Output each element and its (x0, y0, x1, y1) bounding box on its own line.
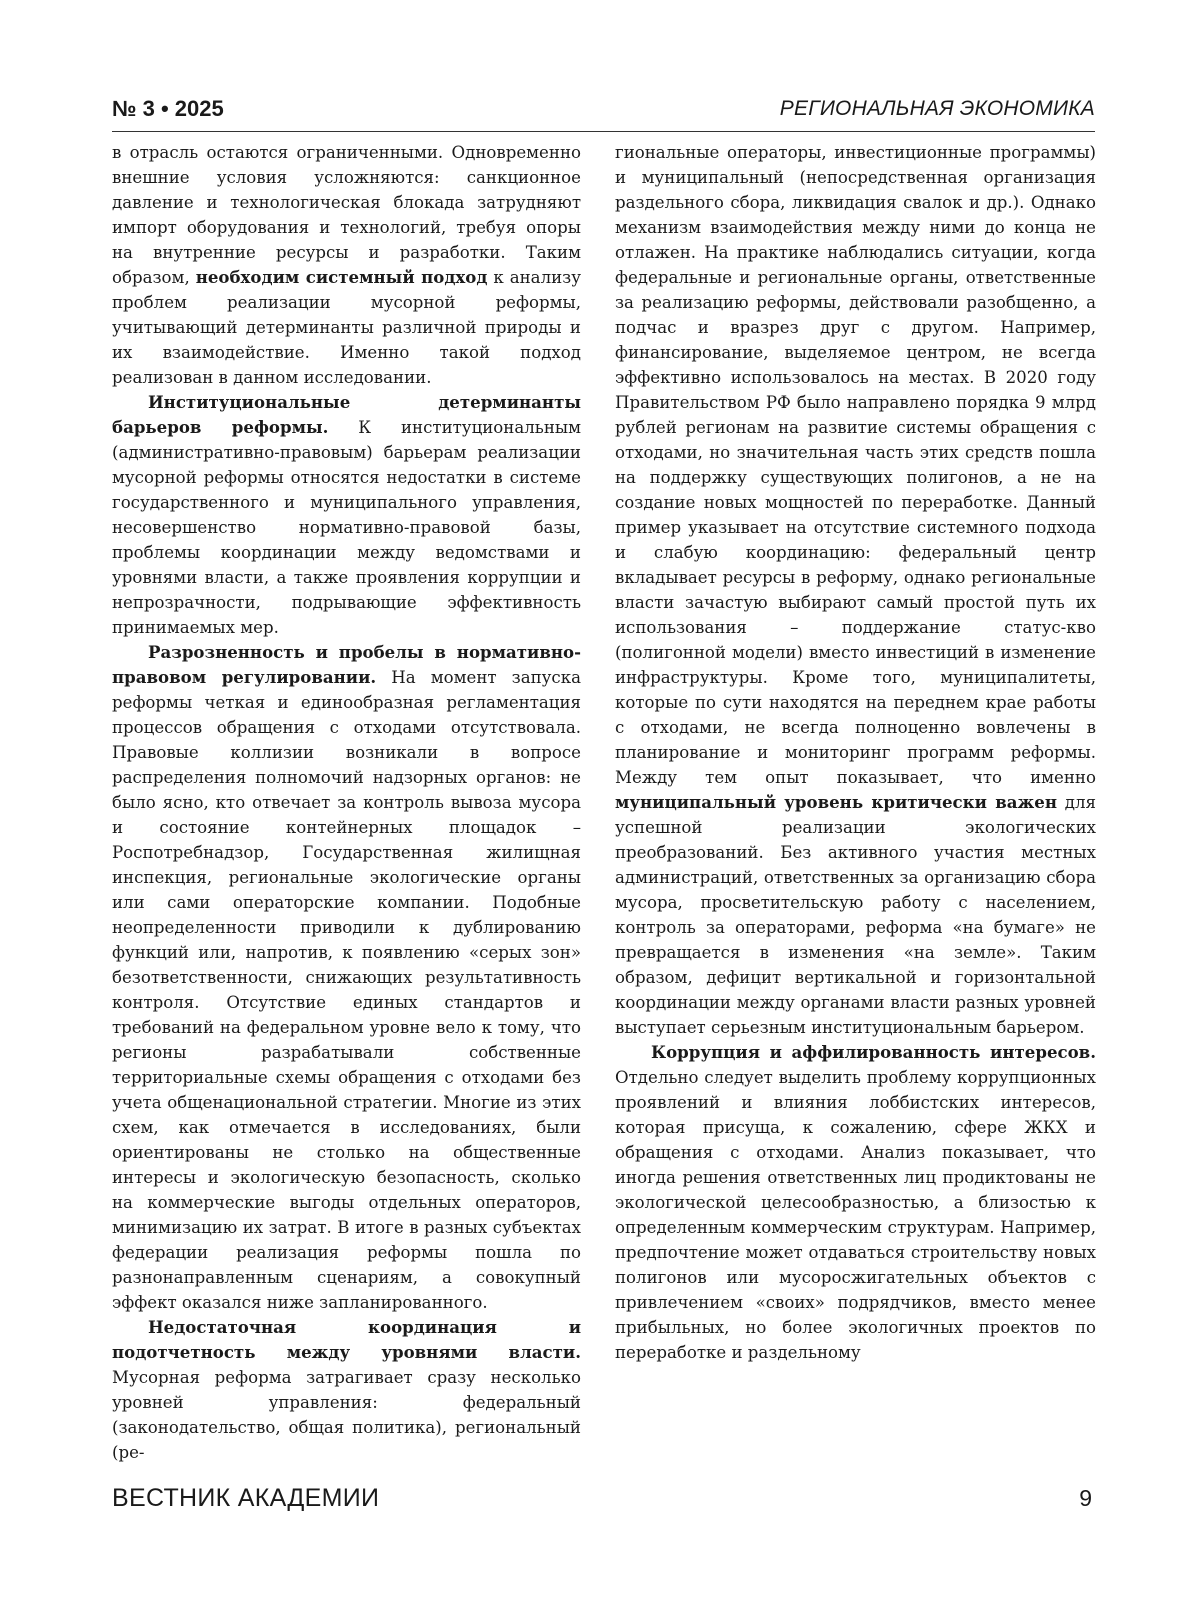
right-column (615, 140, 1096, 1365)
subheading-institutional: Институциональные детерминанты барьеров реформы. (112, 392, 581, 437)
section-title: РЕГИОНАЛЬНАЯ ЭКОНОМИКА (779, 97, 1095, 120)
issue-number: № 3 • 2025 (112, 96, 224, 121)
paragraph: Институциональные детерминанты барьеров реформы. К институциональным (административно-правовым) барьерам реализации мусорной реформы относятся недостатки в системе государственного и муниципального управления, несовершенство нормативно-правовой базы, проблемы координации между ведомствами и уровнями власти, а также проявления коррупции и непрозрачности, подрывающие эффективность принимаемых мер. (112, 392, 581, 637)
journal-title: ВЕСТНИК АКАДЕМИИ (112, 1484, 380, 1512)
running-header (112, 95, 1095, 132)
bold-phrase: муниципальный уровень критически важен (615, 792, 1057, 812)
subheading-coordination: Недостаточная координация и подотчетность между уровнями власти. (112, 1317, 581, 1362)
paragraph: Коррупция и аффилированность интересов. Отдельно следует выделить проблему коррупционных проявлений и влияния лоббистских интересов, которая присуща, к сожалению, сфере ЖКХ и обращения с отходами. Анализ показывает, что иногда решения ответственных лиц продиктованы не экологической целесообразностью, а близостью к определенным коммерческим структурам. Например, предпочтение может отдаваться строительству новых полигонов или мусоросжигательных объектов с привлечением «своих» подрядчиков, вместо менее прибыльных, но более экологичных проектов по переработке и раздельному (615, 1042, 1096, 1362)
bold-phrase: необходим системный подход (195, 267, 488, 287)
subheading-corruption: Коррупция и аффилированность интересов. (651, 1042, 1096, 1062)
paragraph: Разрозненность и пробелы в нормативно-правовом регулировании. На момент запуска реформы четкая и единообразная регламентация процессов обращения с отходами отсутствовала. Правовые коллизии возникали в вопросе распределения полномочий надзорных органов: не было ясно, кто отвечает за контроль вывоза мусора и состояние контейнерных площадок – Роспотребнадзор, Государственная жилищная инспекция, региональные экологические органы или сами операторские компании. Подобные неопределенности приводили к дублированию функций или, напротив, к появлению «серых зон» безответственности, снижающих результативность контроля. Отсутствие единых стандартов и требований на федеральном уровне вело к тому, что регионы разрабатывали собственные территориальные схемы обращения с отходами без учета общенациональной стратегии. Многие из этих схем, как отмечается в исследованиях, были ориентированы не столько на общественные интересы и экологическую безопасность, сколько на коммерческие выгоды отдельных операторов, минимизацию их затрат. В итоге в разных субъектах федерации реализация реформы пошла по разнонаправленным сценариям, а совокупный эффект оказался ниже запланированного. (112, 642, 581, 1312)
subheading-regulation-gaps: Разрозненность и пробелы в нормативно-правовом регулировании. (112, 642, 581, 687)
page-number: 9 (1079, 1485, 1092, 1511)
paragraph: в отрасль остаются ограниченными. Одновременно внешние условия усложняются: санкционное давление и технологическая блокада затрудняют импорт оборудования и технологий, требуя опоры на внутренние ресурсы и разработки. Таким образом, необходим системный подход к анализу проблем реализации мусорной реформы, учитывающий детерминанты различной природы и их взаимодействие. Именно такой подход реализован в данном исследовании. (112, 143, 581, 387)
left-column (112, 140, 581, 1465)
paragraph: гиональные операторы, инвестиционные программы) и муниципальный (непосредственная организация раздельного сбора, ликвидация свалок и др.). Однако механизм взаимодействия между ними до конца не отлажен. На практике наблюдались ситуации, когда федеральные и региональные органы, ответственные за реализацию реформы, действовали разобщенно, а подчас и вразрез друг с другом. Например, финансирование, выделяемое центром, не всегда эффективно использовалось на местах. В 2020 году Правительством РФ было направлено порядка 9 млрд рублей регионам на развитие системы обращения с отходами, но значительная часть этих средств пошла на поддержку существующих полигонов, а не на создание новых мощностей по переработке. Данный пример указывает на отсутствие системного подхода и слабую координацию: федеральный центр вкладывает ресурсы в реформу, однако региональные власти зачастую выбирают самый простой путь их использования – поддержание статус-кво (полигонной модели) вместо инвестиций в изменение инфраструктуры. Кроме того, муниципалитеты, которые по сути находятся на переднем крае работы с отходами, не всегда полноценно вовлечены в планирование и мониторинг программ реформы. Между тем опыт показывает, что именно муниципальный уровень критически важен для успешной реализации экологических преобразований. Без активного участия местных администраций, ответственных за организацию сбора мусора, просветительскую работу с населением, контроль за операторами, реформа «на бумаге» не превращается в изменения «на земле». Таким образом, дефицит вертикальной и горизонтальной координации между органами власти разных уровней выступает серьезным институциональным барьером. (615, 143, 1096, 1037)
paragraph: Недостаточная координация и подотчетность между уровнями власти. Мусорная реформа затрагивает сразу несколько уровней управления: федеральный (законодательство, общая политика), региональный (ре- (112, 1317, 581, 1462)
